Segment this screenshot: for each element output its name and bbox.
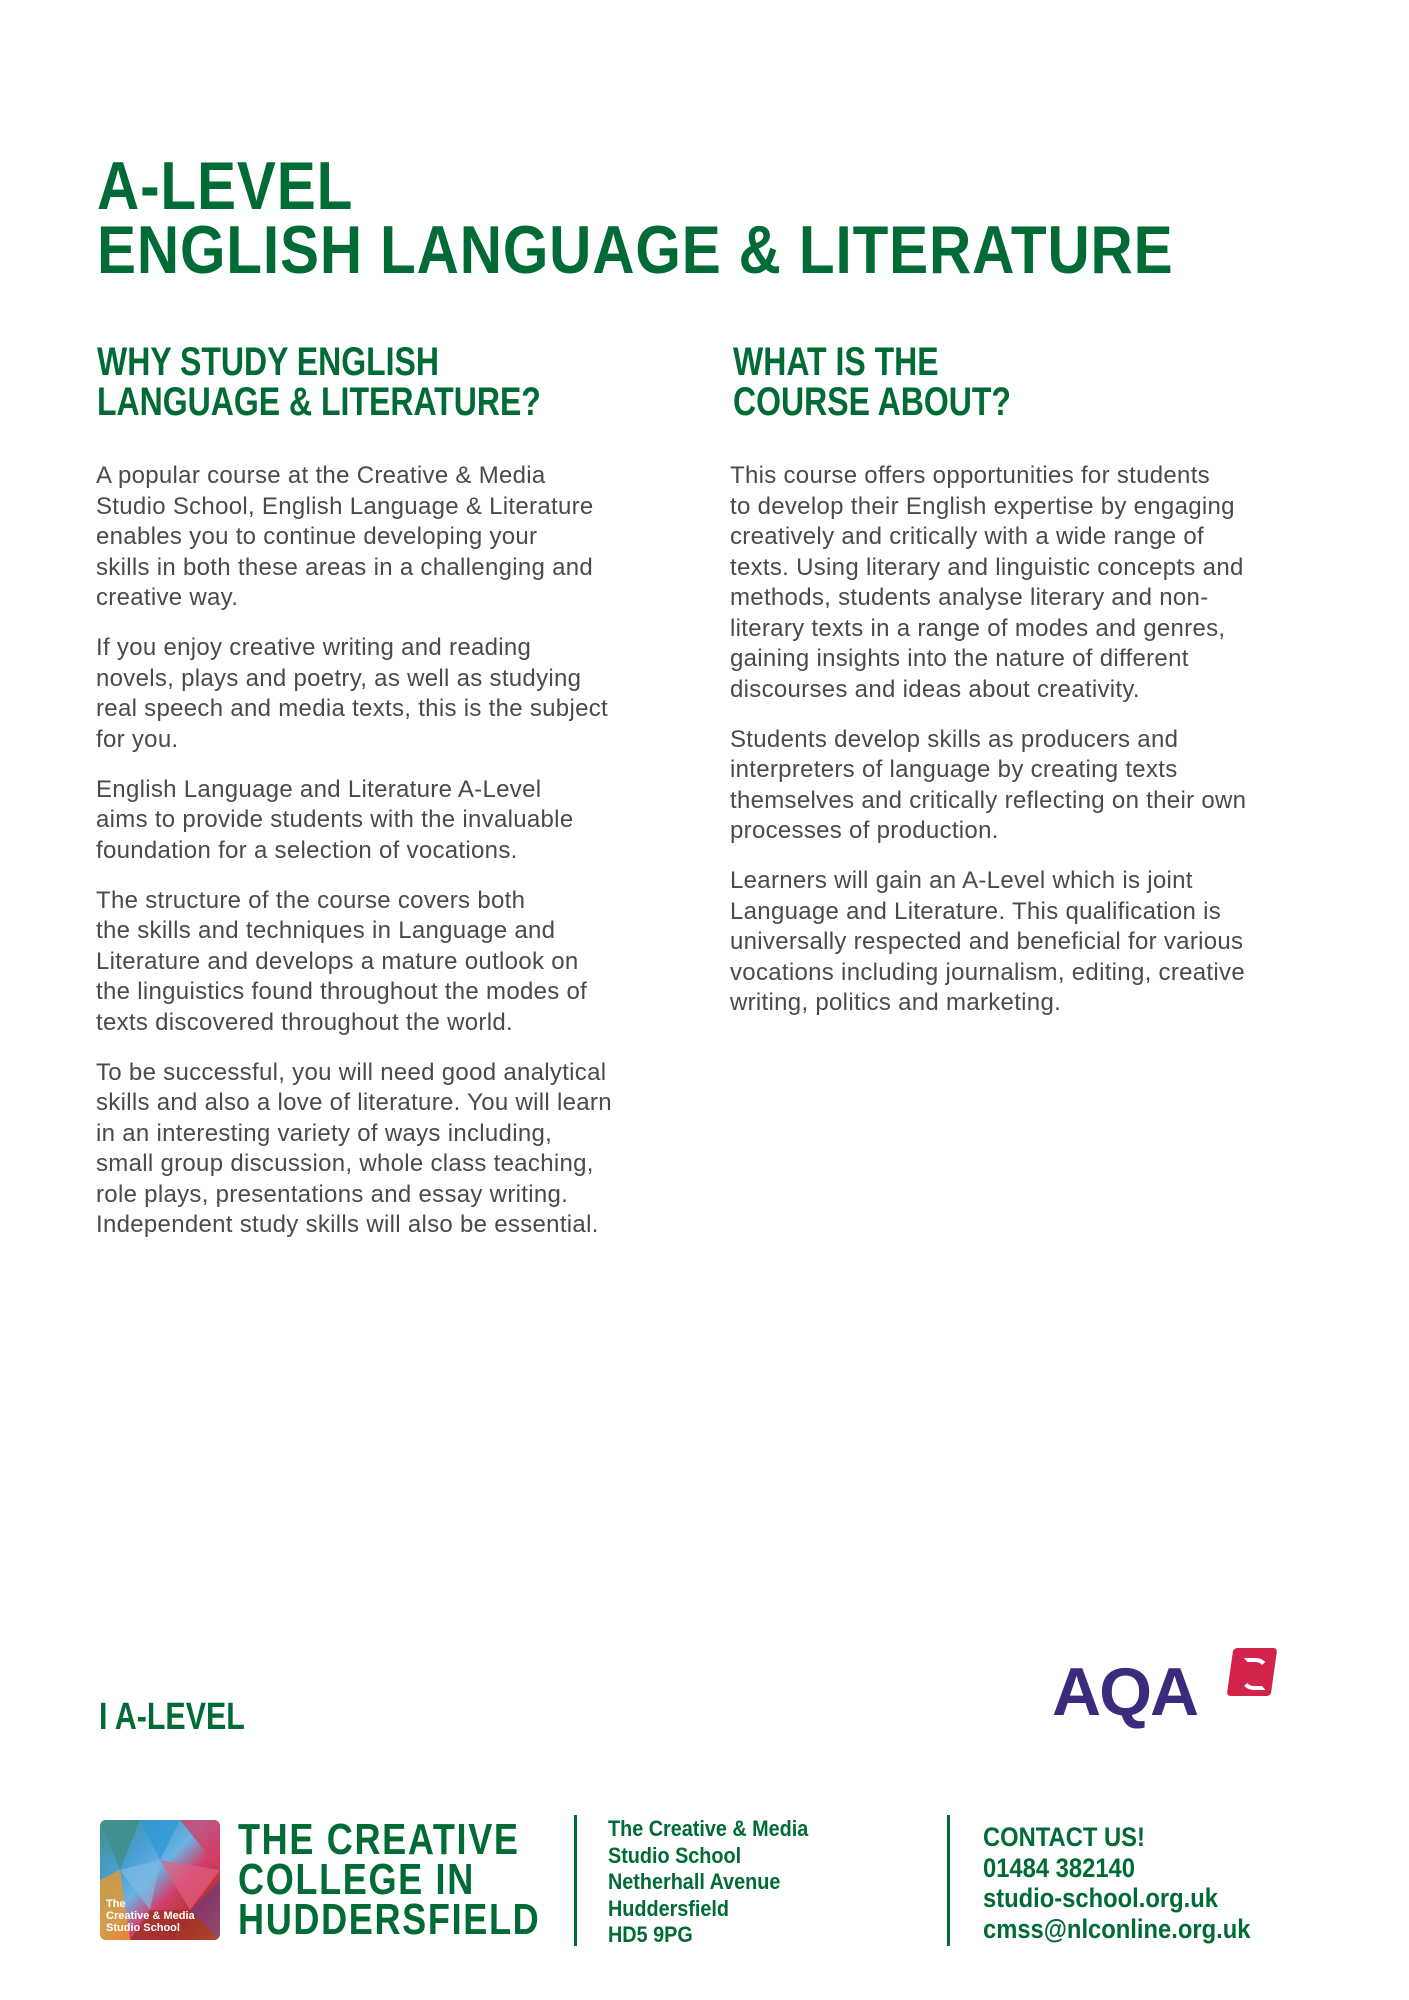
paragraph-line: skills and also a love of literature. You will learn [96, 1089, 612, 1116]
heading-line: WHAT IS THE [733, 340, 939, 384]
paragraph-line: the linguistics found throughout the modes of [96, 978, 588, 1005]
paragraph-line: If you enjoy creative writing and reading [96, 634, 532, 661]
paragraph [96, 886, 612, 1039]
why-study-heading [97, 342, 541, 422]
paragraph [96, 633, 612, 755]
paragraph-line: real speech and media texts, this is the subject [96, 695, 609, 722]
paragraph [730, 725, 1246, 847]
paragraph-line: creative way. [96, 584, 239, 611]
page-title [97, 147, 1174, 288]
paragraph-line: role plays, presentations and essay writing. [96, 1180, 569, 1208]
why-study-body [96, 461, 612, 1260]
footer-divider [947, 1815, 950, 1946]
address-line: HD5 9PG [608, 1922, 693, 1947]
aqa-mark-icon [1227, 1648, 1278, 1696]
paragraph-line: literary texts in a range of modes and genres, [730, 614, 1226, 642]
paragraph-line: English Language and Literature A-Level [96, 775, 542, 803]
paragraph-line: to develop their English expertise by engaging [730, 492, 1235, 520]
studio-school-logo [100, 1820, 220, 1940]
address-line: Studio School [608, 1842, 742, 1868]
paragraph-line: universally respected and beneficial for various [730, 928, 1244, 955]
paragraph-line: methods, students analyse literary and non- [730, 584, 1209, 611]
paragraph-line: A popular course at the Creative & Media [96, 462, 546, 489]
aqa-logo [1052, 1648, 1274, 1732]
paragraph [730, 866, 1246, 1019]
title-line-2: ENGLISH LANGUAGE & LITERATURE [97, 211, 1174, 288]
heading-line: WHY STUDY ENGLISH [97, 340, 439, 384]
paragraph [96, 461, 612, 614]
heading-line: COURSE ABOUT? [733, 380, 1011, 424]
college-line: HUDDERSFIELD [238, 1895, 541, 1944]
paragraph-line: gaining insights into the nature of different [730, 645, 1189, 672]
studio-school-logo-text [106, 1898, 195, 1934]
footer-divider [574, 1815, 577, 1946]
course-about-heading [733, 342, 1011, 422]
paragraph-line: in an interesting variety of ways including, [96, 1119, 553, 1147]
address-line: The Creative & Media [608, 1816, 809, 1841]
heading-line: LANGUAGE & LITERATURE? [97, 380, 541, 424]
contact-website-link[interactable]: studio-school.org.uk [983, 1883, 1218, 1913]
paragraph-line: Independent study skills will also be essential. [96, 1211, 599, 1238]
school-address [608, 1816, 808, 1949]
paragraph-line: creatively and critically with a wide range of [730, 523, 1205, 550]
contact-block [983, 1822, 1250, 1944]
paragraph-line: texts. Using literary and linguistic concepts and [730, 553, 1244, 581]
paragraph-line: the skills and techniques in Language and [96, 917, 556, 944]
paragraph-line: discourses and ideas about creativity. [730, 675, 1140, 703]
paragraph-line: enables you to continue developing your [96, 523, 538, 550]
paragraph-line: The structure of the course covers both [96, 886, 526, 914]
aqa-logo-text: AQA [1052, 1654, 1198, 1730]
paragraph-line: themselves and critically reflecting on their own [730, 786, 1247, 814]
paragraph-line: Studio School, English Language & Literature [96, 492, 594, 520]
paragraph-line: This course offers opportunities for students [730, 462, 1210, 489]
paragraph-line: Language and Literature. This qualification is [730, 897, 1222, 925]
title-line-1: A-LEVEL [97, 147, 354, 224]
logo-text-line: Studio School [106, 1922, 180, 1934]
paragraph-line: Students develop skills as producers and [730, 725, 1179, 753]
address-line: Netherhall Avenue [608, 1869, 781, 1894]
paragraph-line: aims to provide students with the invaluable [96, 806, 574, 833]
paragraph-line: skills in both these areas in a challenging and [96, 553, 594, 581]
creative-college-wordmark [238, 1815, 541, 1944]
paragraph-line: writing, politics and marketing. [730, 989, 1062, 1016]
paragraph-line: for you. [96, 725, 179, 753]
address-line: Huddersfield [608, 1895, 730, 1921]
paragraph [96, 1058, 612, 1241]
college-line: COLLEGE IN [238, 1855, 475, 1904]
paragraph-line: Literature and develops a mature outlook on [96, 947, 579, 975]
paragraph-line: Learners will gain an A-Level which is joint [730, 867, 1193, 894]
paragraph-line: interpreters of language by creating texts [730, 756, 1178, 783]
contact-phone: 01484 382140 [983, 1852, 1135, 1883]
paragraph [96, 775, 612, 867]
contact-heading: CONTACT US! [983, 1822, 1145, 1852]
course-about-body [730, 461, 1246, 1038]
contact-email-link[interactable]: cmss@nlconline.org.uk [983, 1913, 1251, 1944]
logo-text-line: The [106, 1898, 126, 1910]
a-level-label: I A-LEVEL [99, 1696, 245, 1738]
paragraph-line: texts discovered throughout the world. [96, 1008, 513, 1036]
logo-text-line: Creative & Media [106, 1910, 195, 1922]
college-line: THE CREATIVE [238, 1815, 520, 1864]
paragraph-line: foundation for a selection of vocations. [96, 836, 518, 864]
paragraph [730, 461, 1246, 705]
paragraph-line: processes of production. [730, 817, 999, 844]
paragraph-line: To be successful, you will need good analytical [96, 1058, 607, 1086]
paragraph-line: novels, plays and poetry, as well as studying [96, 664, 582, 692]
paragraph-line: small group discussion, whole class teaching, [96, 1150, 594, 1177]
paragraph-line: vocations including journalism, editing, creative [730, 958, 1245, 986]
